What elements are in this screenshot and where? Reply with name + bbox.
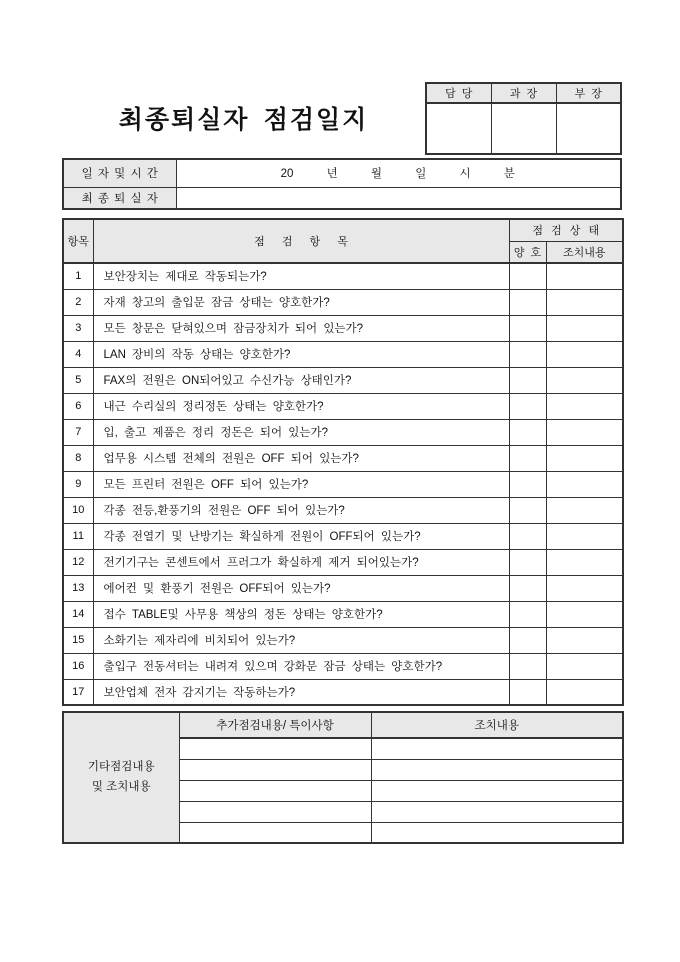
- checklist-row: [63, 601, 623, 627]
- item-question: FAX의 전원은 ON되어있고 수신가능 상태인가?: [93, 367, 509, 393]
- status-action-cell[interactable]: [546, 445, 623, 471]
- item-question: 접수 TABLE및 사무용 책상의 정돈 상태는 양호한가?: [93, 601, 509, 627]
- item-no: 10: [63, 497, 93, 523]
- checklist-header-row-1: [63, 219, 623, 241]
- item-no: 9: [63, 471, 93, 497]
- status-good-cell[interactable]: [509, 653, 546, 679]
- item-question: 모든 프린터 전원은 OFF 되어 있는가?: [93, 471, 509, 497]
- status-action-cell[interactable]: [546, 627, 623, 653]
- item-no: 12: [63, 549, 93, 575]
- approval-header-gwajang: 과 장: [491, 83, 556, 103]
- datetime-label: 일 자 및 시 간: [63, 159, 176, 187]
- checklist-row: [63, 289, 623, 315]
- extra-check-cell[interactable]: [179, 822, 371, 843]
- item-no: 15: [63, 627, 93, 653]
- checklist-row: [63, 315, 623, 341]
- checklist-row: [63, 367, 623, 393]
- datetime-value-field[interactable]: 20 년 월 일 시 분: [176, 159, 621, 187]
- item-no: 11: [63, 523, 93, 549]
- status-action-cell[interactable]: [546, 653, 623, 679]
- status-good-cell[interactable]: [509, 575, 546, 601]
- checklist-row: [63, 653, 623, 679]
- checklist-row: [63, 445, 623, 471]
- info-table: [62, 158, 622, 210]
- item-question: 보안업체 전자 감지기는 작동하는가?: [93, 679, 509, 705]
- checklist-row: [63, 393, 623, 419]
- item-question: 업무용 시스템 전체의 전원은 OFF 되어 있는가?: [93, 445, 509, 471]
- item-no: 17: [63, 679, 93, 705]
- status-action-cell[interactable]: [546, 315, 623, 341]
- checklist-row: [63, 523, 623, 549]
- item-question: LAN 장비의 작동 상태는 양호한가?: [93, 341, 509, 367]
- extra-action-cell[interactable]: [371, 801, 623, 822]
- item-question: 입, 출고 제품은 정리 정돈은 되어 있는가?: [93, 419, 509, 445]
- checklist-row: [63, 263, 623, 289]
- checklist-header-good: 양 호: [509, 241, 546, 263]
- status-action-cell[interactable]: [546, 419, 623, 445]
- status-action-cell[interactable]: [546, 575, 623, 601]
- status-action-cell[interactable]: [546, 289, 623, 315]
- item-no: 7: [63, 419, 93, 445]
- status-action-cell[interactable]: [546, 263, 623, 289]
- extra-check-header: 추가점검내용/ 특이사항: [179, 712, 371, 738]
- extra-action-cell[interactable]: [371, 822, 623, 843]
- other-checks-table: [62, 711, 624, 844]
- item-question: 각종 전등,환풍기의 전원은 OFF 되어 있는가?: [93, 497, 509, 523]
- status-action-cell[interactable]: [546, 601, 623, 627]
- other-checks-label-line1: 기타점검내용: [87, 760, 155, 773]
- status-good-cell[interactable]: [509, 445, 546, 471]
- checklist-header-item: 점 검 항 목: [93, 219, 509, 263]
- extra-action-cell[interactable]: [371, 738, 623, 759]
- item-no: 1: [63, 263, 93, 289]
- item-no: 4: [63, 341, 93, 367]
- status-good-cell[interactable]: [509, 627, 546, 653]
- extra-action-cell[interactable]: [371, 759, 623, 780]
- checklist-row: [63, 575, 623, 601]
- last-person-row: [63, 187, 621, 209]
- extra-check-cell[interactable]: [179, 759, 371, 780]
- header-zone: [62, 82, 622, 154]
- item-no: 5: [63, 367, 93, 393]
- status-good-cell[interactable]: [509, 601, 546, 627]
- item-no: 13: [63, 575, 93, 601]
- checklist-header-status: 점 검 상 태: [509, 219, 623, 241]
- status-good-cell[interactable]: [509, 263, 546, 289]
- item-no: 14: [63, 601, 93, 627]
- status-good-cell[interactable]: [509, 497, 546, 523]
- page-title: 최종퇴실자 점검일지: [118, 107, 369, 134]
- approval-header-bujang: 부 장: [556, 83, 621, 103]
- status-good-cell[interactable]: [509, 341, 546, 367]
- last-person-value-field[interactable]: [176, 187, 621, 209]
- checklist-header-no: 항목: [63, 219, 93, 263]
- item-question: 소화기는 제자리에 비치되어 있는가?: [93, 627, 509, 653]
- status-good-cell[interactable]: [509, 315, 546, 341]
- checklist-row: [63, 341, 623, 367]
- item-question: 보안장치는 제대로 작동되는가?: [93, 263, 509, 289]
- item-no: 8: [63, 445, 93, 471]
- approval-signature-cell-bujang[interactable]: [556, 103, 621, 154]
- status-action-cell[interactable]: [546, 523, 623, 549]
- document-content: [62, 82, 622, 844]
- approval-signature-cell-gwajang[interactable]: [491, 103, 556, 154]
- title-wrap: [62, 82, 425, 154]
- status-good-cell[interactable]: [509, 419, 546, 445]
- item-question: 각종 전열기 및 난방기는 확실하게 전원이 OFF되어 있는가?: [93, 523, 509, 549]
- status-action-cell[interactable]: [546, 471, 623, 497]
- other-checks-label: [63, 712, 179, 843]
- status-good-cell[interactable]: [509, 393, 546, 419]
- item-no: 2: [63, 289, 93, 315]
- status-good-cell[interactable]: [509, 471, 546, 497]
- extra-action-cell[interactable]: [371, 780, 623, 801]
- checklist-row: [63, 679, 623, 705]
- other-checks-label-line2: 및 조치내용: [91, 780, 151, 793]
- last-person-label: 최 종 퇴 실 자: [63, 187, 176, 209]
- status-action-cell[interactable]: [546, 679, 623, 705]
- status-action-cell[interactable]: [546, 341, 623, 367]
- extra-action-header: 조치내용: [371, 712, 623, 738]
- item-question: 에어컨 및 환풍기 전원은 OFF되어 있는가?: [93, 575, 509, 601]
- status-action-cell[interactable]: [546, 367, 623, 393]
- checklist-header-action: 조치내용: [546, 241, 623, 263]
- approval-table: [425, 82, 622, 155]
- status-good-cell[interactable]: [509, 289, 546, 315]
- item-question: 출입구 전동셔터는 내려져 있으며 강화문 잠금 상태는 양호한가?: [93, 653, 509, 679]
- item-question: 전기기구는 콘센트에서 프러그가 확실하게 제거 되어있는가?: [93, 549, 509, 575]
- status-good-cell[interactable]: [509, 679, 546, 705]
- checklist-row: [63, 419, 623, 445]
- other-checks-header-row: [63, 712, 623, 738]
- status-good-cell[interactable]: [509, 367, 546, 393]
- status-good-cell[interactable]: [509, 523, 546, 549]
- status-action-cell[interactable]: [546, 497, 623, 523]
- item-no: 6: [63, 393, 93, 419]
- item-question: 자재 창고의 출입문 잠금 상태는 양호한가?: [93, 289, 509, 315]
- approval-signature-cell-damdang[interactable]: [426, 103, 491, 154]
- approval-signature-row: [426, 103, 621, 154]
- extra-check-cell[interactable]: [179, 780, 371, 801]
- item-question: 내근 수리실의 정리정돈 상태는 양호한가?: [93, 393, 509, 419]
- item-no: 3: [63, 315, 93, 341]
- checklist-row: [63, 549, 623, 575]
- approval-header-damdang: 담 당: [426, 83, 491, 103]
- datetime-row: [63, 159, 621, 187]
- extra-check-cell[interactable]: [179, 801, 371, 822]
- checklist-row: [63, 471, 623, 497]
- item-question: 모든 창문은 닫혀있으며 잠금장치가 되어 있는가?: [93, 315, 509, 341]
- checklist-table: [62, 218, 624, 706]
- status-action-cell[interactable]: [546, 549, 623, 575]
- status-good-cell[interactable]: [509, 549, 546, 575]
- item-no: 16: [63, 653, 93, 679]
- extra-check-cell[interactable]: [179, 738, 371, 759]
- approval-header-row: [426, 83, 621, 103]
- status-action-cell[interactable]: [546, 393, 623, 419]
- checklist-row: [63, 627, 623, 653]
- checklist-row: [63, 497, 623, 523]
